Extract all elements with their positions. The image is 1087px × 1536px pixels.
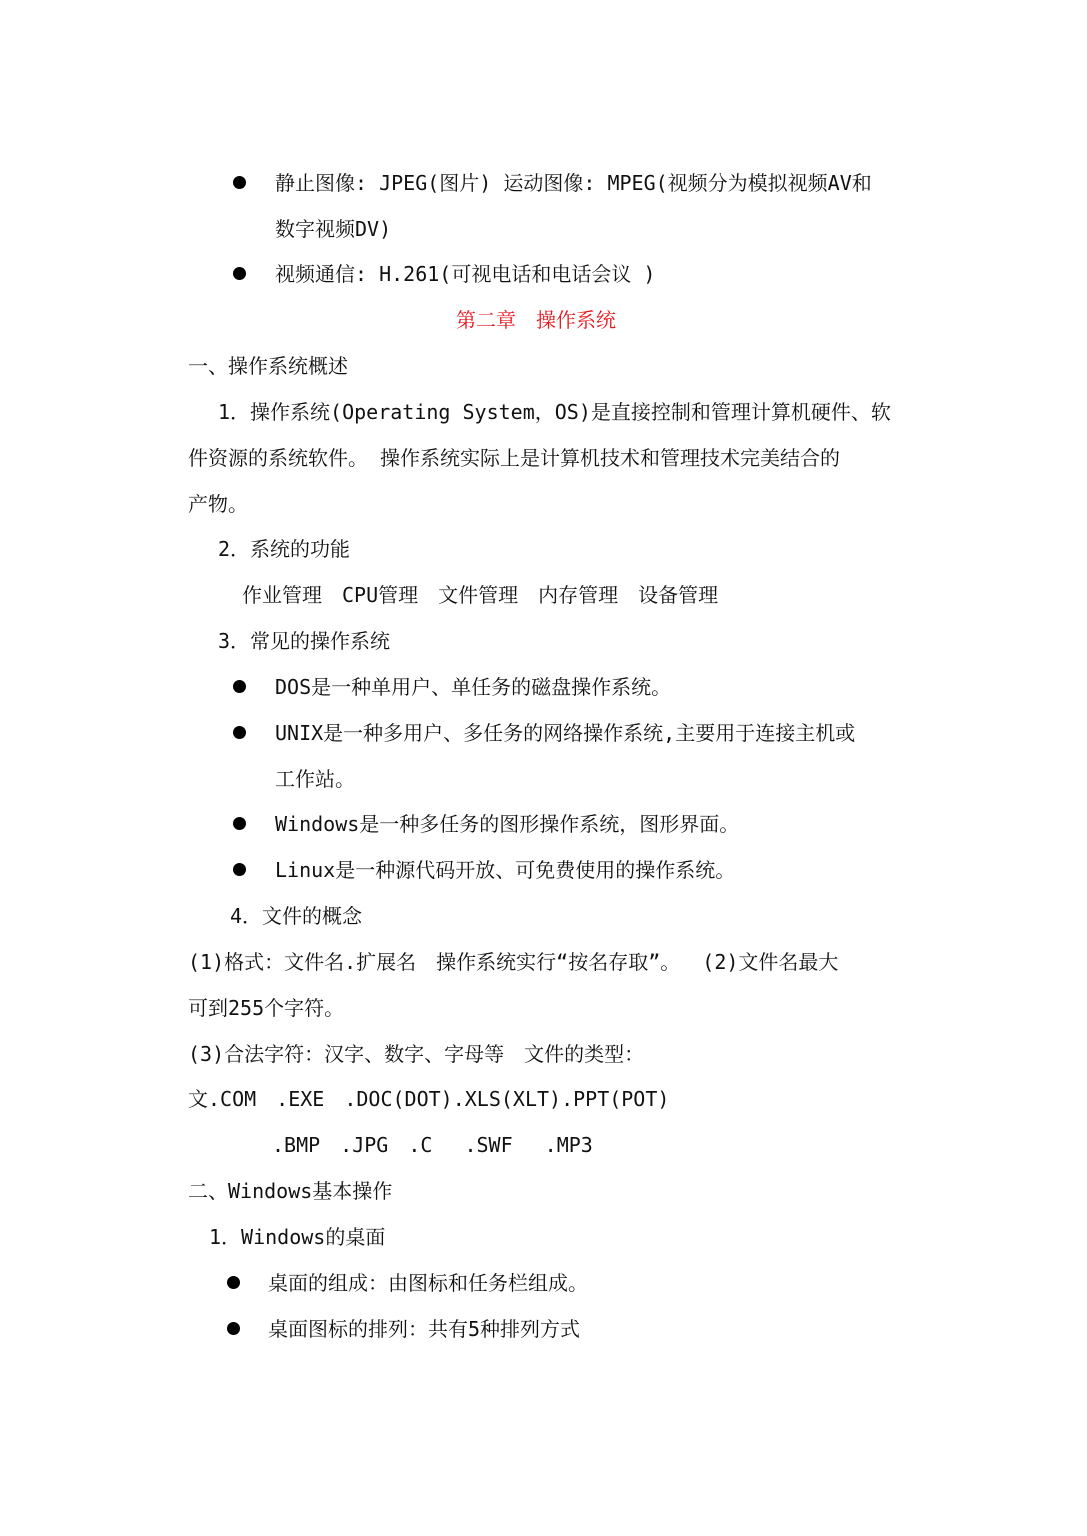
- image-formats-line-2: 数字视频DV): [275, 217, 392, 241]
- chapter-title: 第二章 操作系统: [456, 308, 616, 332]
- bullet-icon: [233, 817, 246, 830]
- p2-title: 2．系统的功能: [218, 537, 351, 561]
- os-unix-line-1: UNIX是一种多用户、多任务的网络操作系统,主要用于连接主机或: [275, 721, 856, 745]
- bullet-icon: [233, 267, 246, 280]
- file-line-3: (3)合法字符：汉字、数字、字母等 文件的类型：: [188, 1042, 645, 1066]
- file-line-2: 可到255个字符。: [188, 996, 345, 1020]
- bullet-icon: [233, 680, 246, 693]
- desktop-line-2: 桌面图标的排列：共有5种排列方式: [268, 1317, 581, 1341]
- file-types-line-1: 文.COM .EXE .DOC(DOT).XLS(XLT).PPT(POT): [188, 1087, 670, 1111]
- section2-title: 二、Windows基本操作: [188, 1179, 393, 1203]
- bullet-icon: [233, 863, 246, 876]
- bullet-icon: [233, 726, 246, 739]
- os-linux-line: Linux是一种源代码开放、可免费使用的操作系统。: [275, 858, 736, 882]
- os-windows-line: Windows是一种多任务的图形操作系统，图形界面。: [275, 812, 740, 836]
- bullet-icon: [233, 176, 246, 189]
- p1-line-2: 件资源的系统软件。 操作系统实际上是计算机技术和管理技术完美结合的: [188, 446, 841, 470]
- section1-title: 一、操作系统概述: [188, 354, 348, 378]
- bullet-icon: [227, 1322, 240, 1335]
- section2-p1-title: 1．Windows的桌面: [209, 1225, 386, 1249]
- image-formats-line-1: 静止图像: JPEG(图片) 运动图像: MPEG(视频分为模拟视频AV和: [275, 171, 872, 195]
- p1-line-1: 1．操作系统(Operating System，OS)是直接控制和管理计算机硬件、软: [218, 400, 891, 424]
- bullet-icon: [227, 1276, 240, 1289]
- p4-title: 4．文件的概念: [230, 904, 363, 928]
- p2-functions: 作业管理 CPU管理 文件管理 内存管理 设备管理: [242, 583, 719, 607]
- os-unix-line-2: 工作站。: [275, 767, 355, 791]
- file-types-line-2: .BMP .JPG .C .SWF .MP3: [272, 1133, 593, 1157]
- p1-line-3: 产物。: [188, 492, 248, 516]
- video-comm-line: 视频通信: H.261(可视电话和电话会议 ): [275, 262, 656, 286]
- p3-title: 3．常见的操作系统: [218, 629, 391, 653]
- desktop-line-1: 桌面的组成：由图标和任务栏组成。: [268, 1271, 588, 1295]
- file-line-1: (1)格式：文件名.扩展名 操作系统实行“按名存取”。 (2)文件名最大: [188, 950, 839, 974]
- os-dos-line: DOS是一种单用户、单任务的磁盘操作系统。: [275, 675, 672, 699]
